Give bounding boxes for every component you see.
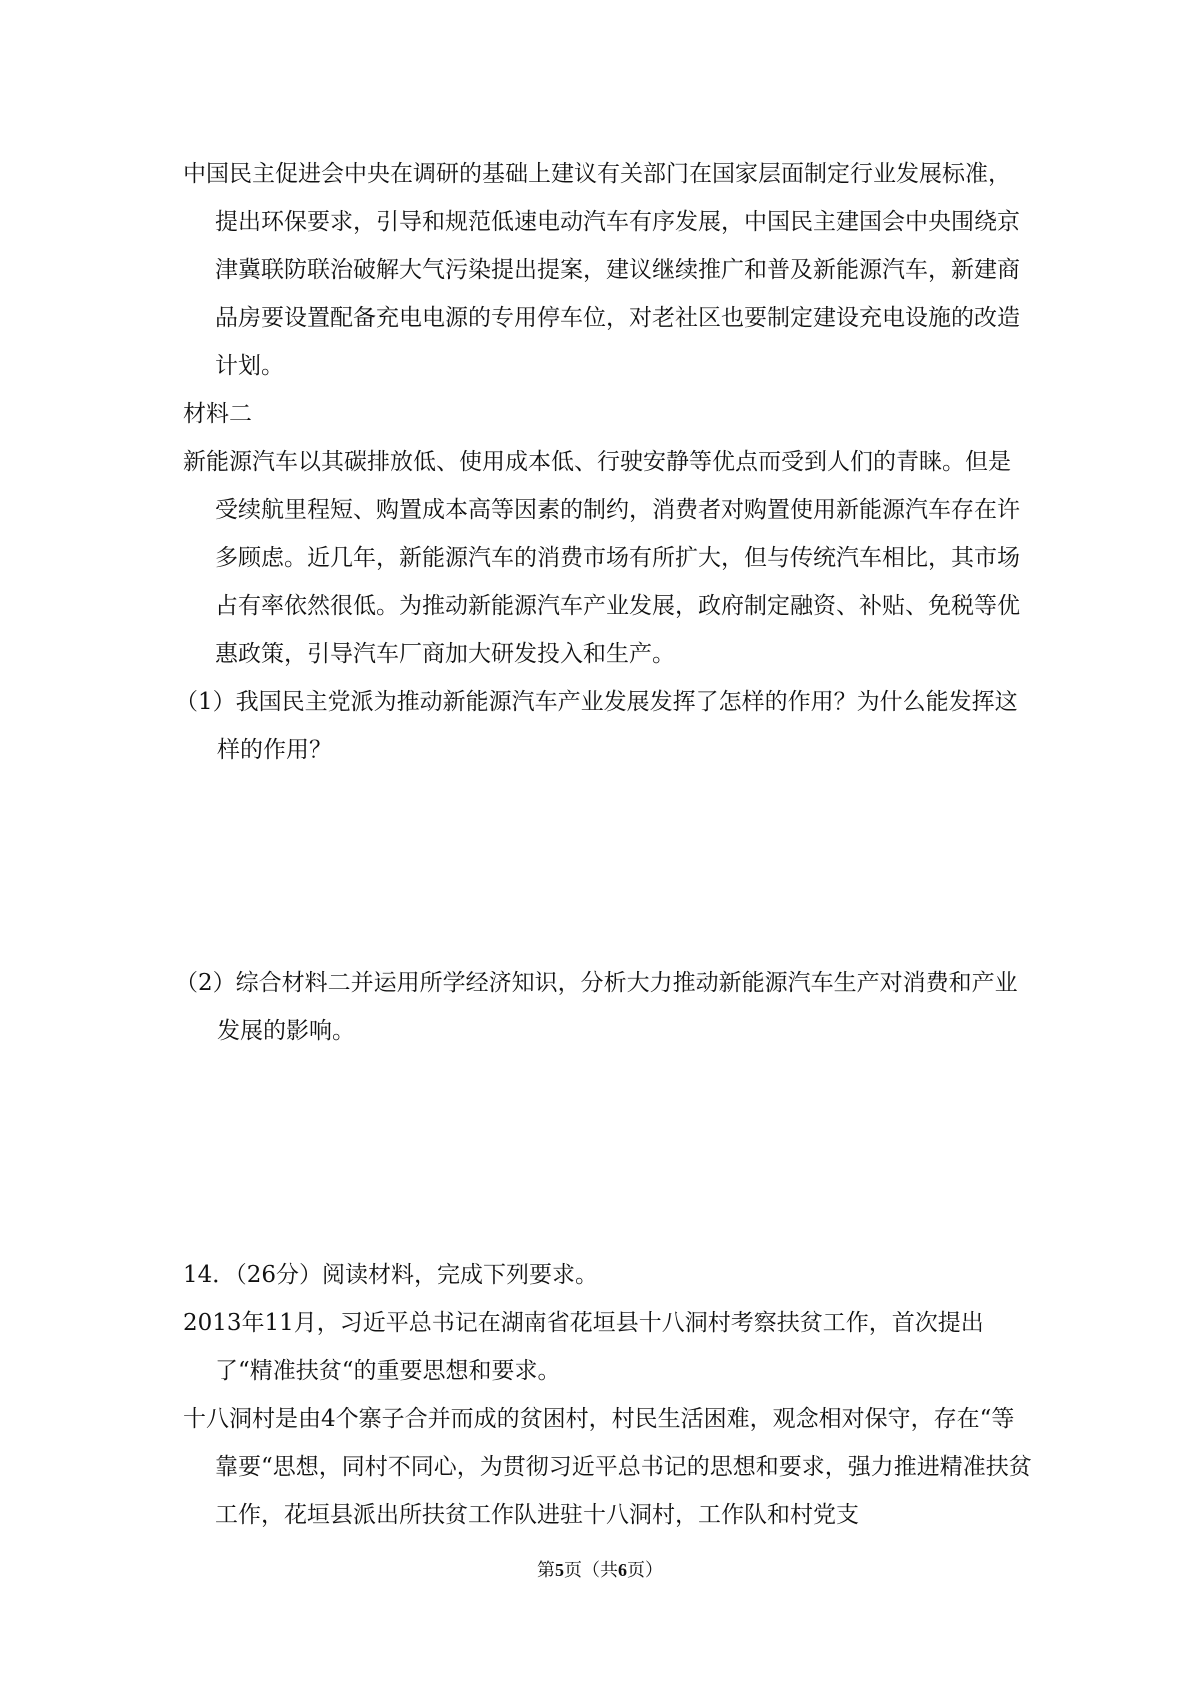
material1-paragraph: 中国民主促进会中央在调研的基础上建议有关部门在国家层面制定行业发展标准，提出环保要求，引导和规范低速电动汽车有序发展，中国民主建国会中央围绕京津冀联防联治破解大气污染提出提案，建议继续推广和普及新能源汽车，新建商品房要设置配备充电电源的专用停车位，对老社区也要制定建设充电设施的改造计划。 xyxy=(183,161,1020,379)
footer-page-number: 5 xyxy=(555,1560,564,1580)
answer-space-1 xyxy=(183,774,1033,959)
page-content xyxy=(175,150,1033,1539)
footer-prefix: 第 xyxy=(537,1560,555,1581)
question-14-paragraph-2: 十八洞村是由4个寨子合并而成的贫困村，村民生活困难，观念相对保守，存在“等靠要“思想，同村不同心，为贯彻习近平总书记的思想和要求，强力推进精准扶贫工作，花垣县派出所扶贫工作队进驻十八洞村，工作队和村党支 xyxy=(183,1406,1032,1528)
question-1: （1）我国民主党派为推动新能源汽车产业发展发挥了怎样的作用？为什么能发挥这样的作用？ xyxy=(175,689,1018,763)
question-14-paragraph-1: 2013年11月，习近平总书记在湖南省花垣县十八洞村考察扶贫工作，首次提出了“精准扶贫“的重要思想和要求。 xyxy=(183,1310,984,1384)
footer-mid: 页（共 xyxy=(564,1560,618,1581)
page-footer xyxy=(0,1556,1200,1582)
footer-suffix: 页） xyxy=(627,1560,663,1581)
material2-paragraph: 新能源汽车以其碳排放低、使用成本低、行驶安静等优点而受到人们的青睐。但是受续航里程短、购置成本高等因素的制约，消费者对购置使用新能源汽车存在许多顾虑。近几年，新能源汽车的消费市场有所扩大，但与传统汽车相比，其市场占有率依然很低。为推动新能源汽车产业发展，政府制定融资、补贴、免税等优惠政策，引导汽车厂商加大研发投入和生产。 xyxy=(183,449,1020,667)
question-2: （2）综合材料二并运用所学经济知识，分析大力推动新能源汽车生产对消费和产业发展的影响。 xyxy=(175,970,1018,1044)
material2-label: 材料二 xyxy=(183,401,252,427)
footer-total-pages: 6 xyxy=(618,1560,627,1580)
answer-space-2 xyxy=(183,1055,1033,1251)
question-14-title: 14．（26分）阅读材料，完成下列要求。 xyxy=(183,1262,599,1288)
